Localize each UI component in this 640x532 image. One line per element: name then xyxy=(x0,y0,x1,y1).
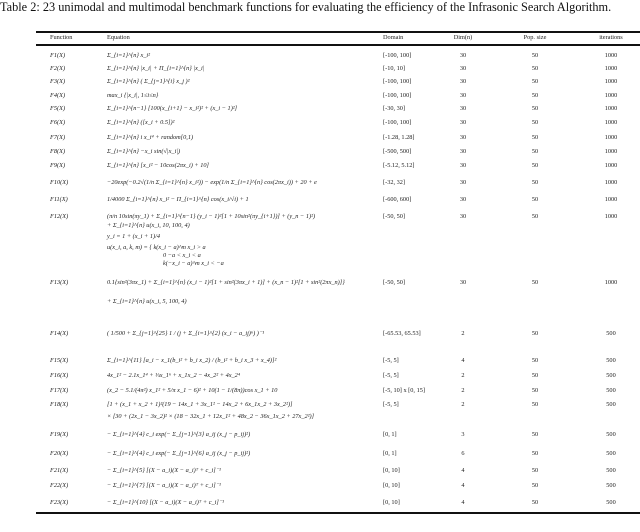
population-size: 50 xyxy=(531,119,539,126)
domain: [0, 10] xyxy=(383,467,400,474)
population-size: 50 xyxy=(531,467,539,474)
dimension: 30 xyxy=(459,134,467,141)
function-name: F16(X) xyxy=(50,372,69,379)
table-caption: Table 2: 23 unimodal and multimodal benchmark functions for evaluating the efficiency of the Infrasonic Search Algorithm. xyxy=(0,0,612,14)
function-name: F13(X) xyxy=(50,279,69,286)
f12-cont-a xyxy=(0,221,640,231)
equation: 0.1{sin²(3πx_1) + Σ_{i=1}^{n} (x_i − 1)²[1 + sin²(3πx_i + 1)] + (x_n − 1)²[1 + sin²(2πx_n)]} xyxy=(107,279,345,286)
iterations: 500 xyxy=(606,431,616,438)
dimension: 2 xyxy=(461,372,465,379)
equation: 4x_1² − 2.1x_1⁴ + ⅓x_1⁶ + x_1x_2 − 4x_2² + 4x_2⁴ xyxy=(107,372,241,379)
dimension: 30 xyxy=(459,65,467,72)
iterations: 1000 xyxy=(604,279,618,286)
iterations: 1000 xyxy=(604,179,618,186)
equation: Σ_{i=1}^{n−1} [100(x_{i+1} − x_i²)² + (x_i − 1)²] xyxy=(107,105,238,112)
equation: Σ_{i=1}^{n} |x_i| + Π_{i=1}^{n} |x_i| xyxy=(107,65,205,72)
header-pop: Pop. size xyxy=(523,34,547,41)
equation: (π/n 10sin(πy_1) + Σ_{i=1}^{n−1} (y_i − 1)²[1 + 10sin²(πy_{i+1})] + (y_n − 1)²) xyxy=(107,213,316,220)
equation: − Σ_{i=1}^{4} c_i exp(− Σ_{j=1}^{6} a_ij (x_j − p_ij)²) xyxy=(107,450,251,457)
iterations: 1000 xyxy=(604,92,618,99)
header-domain: Domain xyxy=(383,34,404,41)
population-size: 50 xyxy=(531,52,539,59)
domain: [-10, 10] xyxy=(383,65,406,72)
dimension: 30 xyxy=(459,213,467,220)
population-size: 50 xyxy=(531,357,539,364)
dimension: 6 xyxy=(461,450,465,457)
population-size: 50 xyxy=(531,401,539,408)
iterations: 1000 xyxy=(604,119,618,126)
header-function: Function xyxy=(50,34,73,41)
equation: [1 + (x_1 + x_2 + 1)²(19 − 14x_1 + 3x_1² − 14x_2 + 6x_1x_2 + 3x_2²)] xyxy=(107,401,293,408)
continuation-line: k(−x_i − a)^m x_i < −a xyxy=(163,260,224,267)
population-size: 50 xyxy=(531,148,539,155)
iterations: 500 xyxy=(606,357,616,364)
population-size: 50 xyxy=(531,279,539,286)
dimension: 4 xyxy=(461,467,465,474)
function-name: F3(X) xyxy=(50,78,66,85)
domain: [-5, 5] xyxy=(383,401,399,408)
population-size: 50 xyxy=(531,65,539,72)
domain: [-500, 500] xyxy=(383,148,412,155)
header-rule xyxy=(36,44,640,46)
population-size: 50 xyxy=(531,387,539,394)
equation: Σ_{i=1}^{n} i x_i⁴ + random[0,1) xyxy=(107,134,194,141)
population-size: 50 xyxy=(531,179,539,186)
domain: [-100, 100] xyxy=(383,78,412,85)
continuation-line: y_i = 1 + (x_i + 1)/4 xyxy=(107,233,160,240)
domain: [-30, 30] xyxy=(383,105,406,112)
equation: − Σ_{i=1}^{5} [(X − a_i)(X − a_i)ᵀ + c_i]⁻¹ xyxy=(107,467,221,474)
dimension: 30 xyxy=(459,162,467,169)
function-name: F7(X) xyxy=(50,134,66,141)
function-name: F6(X) xyxy=(50,119,66,126)
continuation-line: × [30 + (2x_1 − 3x_2)² × (18 − 32x_1 + 12x_1² + 48x_2 − 36x_1x_2 + 27x_2²)] xyxy=(107,413,315,420)
iterations: 500 xyxy=(606,482,616,489)
function-name: F11(X) xyxy=(50,196,68,203)
function-name: F18(X) xyxy=(50,401,69,408)
iterations: 500 xyxy=(606,330,616,337)
equation: Σ_{i=1}^{11} [a_i − x_1(b_i² + b_i x_2) / (b_i² + b_i x_3 + x_4)]² xyxy=(107,357,277,364)
continuation-line: u(x_i, a, k, m) = { k(x_i − a)^m x_i > a xyxy=(107,244,206,251)
population-size: 50 xyxy=(531,330,539,337)
table-row xyxy=(0,161,640,171)
dimension: 2 xyxy=(461,401,465,408)
table-row xyxy=(0,51,640,61)
table-row xyxy=(0,371,640,381)
header-dim: Dim(n) xyxy=(453,34,473,41)
bottom-rule xyxy=(36,512,640,514)
table-row xyxy=(0,118,640,128)
iterations: 1000 xyxy=(604,148,618,155)
equation: − Σ_{i=1}^{10} [(X − a_i)(X − a_i)ᵀ + c_i]⁻¹ xyxy=(107,499,225,506)
function-name: F4(X) xyxy=(50,92,66,99)
header-iterations: iterations xyxy=(599,34,623,41)
dimension: 2 xyxy=(461,387,465,394)
dimension: 4 xyxy=(461,357,465,364)
population-size: 50 xyxy=(531,499,539,506)
function-name: F23(X) xyxy=(50,499,69,506)
equation: Σ_{i=1}^{n} x_i² xyxy=(107,52,151,59)
domain: [-5, 5] xyxy=(383,372,399,379)
domain: [-50, 50] xyxy=(383,279,406,286)
function-name: F22(X) xyxy=(50,482,69,489)
function-name: F5(X) xyxy=(50,105,66,112)
domain: [-65.53, 65.53] xyxy=(383,330,421,337)
population-size: 50 xyxy=(531,213,539,220)
population-size: 50 xyxy=(531,196,539,203)
iterations: 1000 xyxy=(604,52,618,59)
iterations: 500 xyxy=(606,450,616,457)
population-size: 50 xyxy=(531,78,539,85)
f12-cont-c3 xyxy=(0,259,640,269)
equation: Σ_{i=1}^{n} ([x_i + 0.5])² xyxy=(107,119,175,126)
f18-cont-a xyxy=(0,412,640,422)
dimension: 30 xyxy=(459,279,467,286)
table-row xyxy=(0,147,640,157)
domain: [0, 10] xyxy=(383,499,400,506)
domain: [-600, 600] xyxy=(383,196,412,203)
dimension: 30 xyxy=(459,78,467,85)
dimension: 30 xyxy=(459,92,467,99)
function-name: F10(X) xyxy=(50,179,69,186)
iterations: 1000 xyxy=(604,196,618,203)
continuation-line: + Σ_{i=1}^{n} u(x_i, 5, 100, 4) xyxy=(107,298,187,305)
equation: − Σ_{i=1}^{7} [(X − a_i)(X − a_i)ᵀ + c_i]⁻¹ xyxy=(107,482,221,489)
table-row xyxy=(0,133,640,143)
table-row xyxy=(0,400,640,410)
function-name: F21(X) xyxy=(50,467,69,474)
dimension: 30 xyxy=(459,179,467,186)
f13-cont-a xyxy=(0,297,640,307)
table-row xyxy=(0,77,640,87)
domain: [-5.12, 5.12] xyxy=(383,162,415,169)
table-row xyxy=(0,329,640,339)
table-row xyxy=(0,278,640,288)
table-row xyxy=(0,356,640,366)
function-name: F9(X) xyxy=(50,162,66,169)
header-equation: Equation xyxy=(107,34,130,41)
table-header xyxy=(0,33,640,43)
iterations: 1000 xyxy=(604,78,618,85)
domain: [-5, 10] x [0, 15] xyxy=(383,387,425,394)
domain: [0, 1] xyxy=(383,431,397,438)
iterations: 500 xyxy=(606,401,616,408)
table-row xyxy=(0,104,640,114)
iterations: 1000 xyxy=(604,134,618,141)
dimension: 30 xyxy=(459,105,467,112)
function-name: F12(X) xyxy=(50,213,69,220)
dimension: 4 xyxy=(461,499,465,506)
table-row xyxy=(0,498,640,508)
domain: [-50, 50] xyxy=(383,213,406,220)
f12-cont-b xyxy=(0,232,640,242)
iterations: 500 xyxy=(606,467,616,474)
domain: [-100, 100] xyxy=(383,119,412,126)
equation: − Σ_{i=1}^{4} c_i exp(− Σ_{j=1}^{3} a_ij (x_j − p_ij)²) xyxy=(107,431,251,438)
iterations: 1000 xyxy=(604,105,618,112)
domain: [-1.28, 1.28] xyxy=(383,134,415,141)
population-size: 50 xyxy=(531,162,539,169)
equation: Σ_{i=1}^{n} [x_i² − 10cos(2πx_i) + 10] xyxy=(107,162,209,169)
table-row xyxy=(0,91,640,101)
domain: [-100, 100] xyxy=(383,92,412,99)
function-name: F15(X) xyxy=(50,357,69,364)
iterations: 500 xyxy=(606,372,616,379)
equation: Σ_{i=1}^{n} ( Σ_{j=1}^{i} x_j )² xyxy=(107,78,190,85)
domain: [0, 1] xyxy=(383,450,397,457)
population-size: 50 xyxy=(531,92,539,99)
table-row xyxy=(0,466,640,476)
domain: [-100, 100] xyxy=(383,52,412,59)
dimension: 30 xyxy=(459,119,467,126)
table-row xyxy=(0,386,640,396)
function-name: F20(X) xyxy=(50,450,69,457)
function-name: F14(X) xyxy=(50,330,69,337)
dimension: 30 xyxy=(459,52,467,59)
function-name: F17(X) xyxy=(50,387,69,394)
dimension: 4 xyxy=(461,482,465,489)
equation: (x_2 − 5.1/(4π²) x_1² + 5/π x_1 − 6)² + 10(1 − 1/(8π))cos x_1 + 10 xyxy=(107,387,278,394)
domain: [-32, 32] xyxy=(383,179,406,186)
iterations: 1000 xyxy=(604,213,618,220)
dimension: 3 xyxy=(461,431,465,438)
function-name: F19(X) xyxy=(50,431,69,438)
population-size: 50 xyxy=(531,372,539,379)
table-row xyxy=(0,178,640,188)
table-row xyxy=(0,195,640,205)
function-name: F1(X) xyxy=(50,52,66,59)
iterations: 1000 xyxy=(604,65,618,72)
iterations: 1000 xyxy=(604,162,618,169)
iterations: 500 xyxy=(606,387,616,394)
table-row xyxy=(0,430,640,440)
population-size: 50 xyxy=(531,134,539,141)
iterations: 500 xyxy=(606,499,616,506)
table-row xyxy=(0,449,640,459)
domain: [-5, 5] xyxy=(383,357,399,364)
function-name: F8(X) xyxy=(50,148,66,155)
function-name: F2(X) xyxy=(50,65,66,72)
equation: −20exp(−0.2√(1/n Σ_{i=1}^{n} x_i²)) − exp(1/n Σ_{i=1}^{n} cos(2πx_i)) + 20 + e xyxy=(107,179,317,186)
population-size: 50 xyxy=(531,482,539,489)
continuation-line: + Σ_{i=1}^{n} u(x_i, 10, 100, 4) xyxy=(107,222,190,229)
equation: 1/4000 Σ_{i=1}^{n} x_i² − Π_{i=1}^{n} cos(x_i/√i) + 1 xyxy=(107,196,249,203)
population-size: 50 xyxy=(531,105,539,112)
equation: max_i {|x_i|, 1≤i≤n} xyxy=(107,92,159,99)
population-size: 50 xyxy=(531,431,539,438)
dimension: 2 xyxy=(461,330,465,337)
population-size: 50 xyxy=(531,450,539,457)
dimension: 30 xyxy=(459,196,467,203)
equation: Σ_{i=1}^{n} −x_i sin(√|x_i|) xyxy=(107,148,181,155)
dimension: 30 xyxy=(459,148,467,155)
table-row xyxy=(0,481,640,491)
continuation-line: 0 −a < x_i < a xyxy=(163,252,201,259)
equation: ( 1/500 + Σ_{j=1}^{25} 1 / (j + Σ_{i=1}^{2} (x_i − a_ij)⁶) )⁻¹ xyxy=(107,330,265,337)
table-row xyxy=(0,64,640,74)
domain: [0, 10] xyxy=(383,482,400,489)
